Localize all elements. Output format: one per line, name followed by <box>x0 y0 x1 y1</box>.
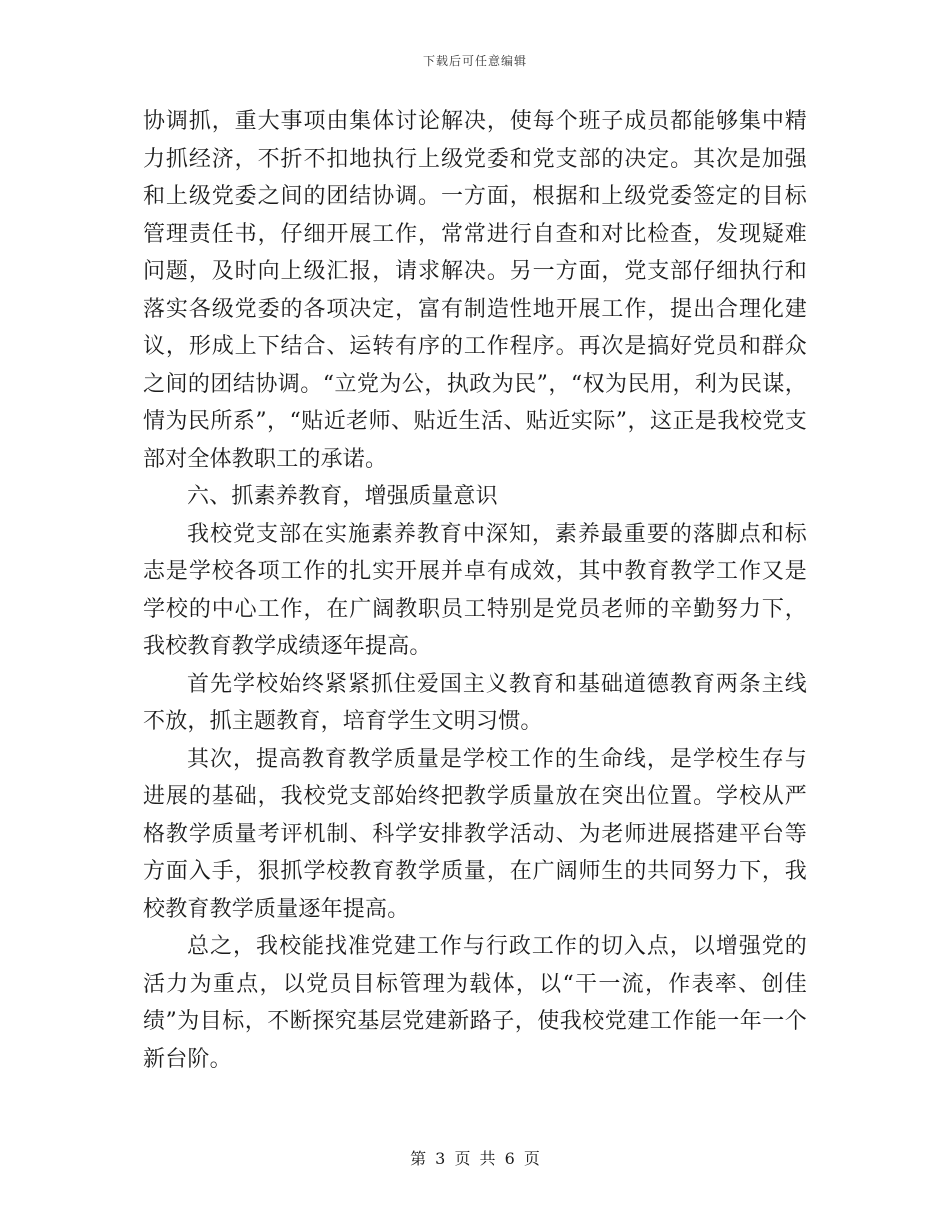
paragraph: 我校党支部在实施素养教育中深知，素养最重要的落脚点和标志是学校各项工作的扎实开展并卓有成效，其中教育教学工作又是学校的中心工作，在广阔教职员工特别是党员老师的辛勤努力下，我校教育教学成绩逐年提高。 <box>143 521 807 659</box>
page-number: 第 3 页 共 6 页 <box>410 1149 540 1168</box>
paragraph: 其次，提高教育教学质量是学校工作的生命线，是学校生存与进展的基础，我校党支部始终把教学质量放在突出位置。学校从严格教学质量考评机制、科学安排教学活动、为老师进展搭建平台等方面入手，狠抓学校教育教学质量，在广阔师生的共同努力下，我校教育教学质量逐年提高。 <box>143 746 807 922</box>
document-body <box>143 103 807 1078</box>
paragraph: 首先学校始终紧紧抓住爱国主义教育和基础道德教育两条主线不放，抓主题教育，培育学生文明习惯。 <box>143 671 807 734</box>
paragraph: 总之，我校能找准党建工作与行政工作的切入点，以增强党的活力为重点，以党员目标管理为载体，以“干一流，作表率、创佳绩”为目标，不断探究基层党建新路子，使我校党建工作能一年一个新台阶。 <box>143 934 807 1072</box>
header-note: 下载后可任意编辑 <box>422 54 527 68</box>
paragraph-continuation: 协调抓，重大事项由集体讨论解决，使每个班子成员都能够集中精力抓经济，不折不扣地执行上级党委和党支部的决定。其次是加强和上级党委之间的团结协调。一方面，根据和上级党委签定的目标管理责任书，仔细开展工作，常常进行自查和对比检查，发现疑难问题，及时向上级汇报，请求解决。另一方面，党支部仔细执行和落实各级党委的各项决定，富有制造性地开展工作，提出合理化建议，形成上下结合、运转有序的工作程序。再次是搞好党员和群众之间的团结协调。“立党为公，执政为民”，“权为民用，利为民谋，情为民所系”，“贴近老师、贴近生活、贴近实际”，这正是我校党支部对全体教职工的承诺。 <box>143 109 807 472</box>
section-heading: 六、抓素养教育，增强质量意识 <box>187 484 498 509</box>
